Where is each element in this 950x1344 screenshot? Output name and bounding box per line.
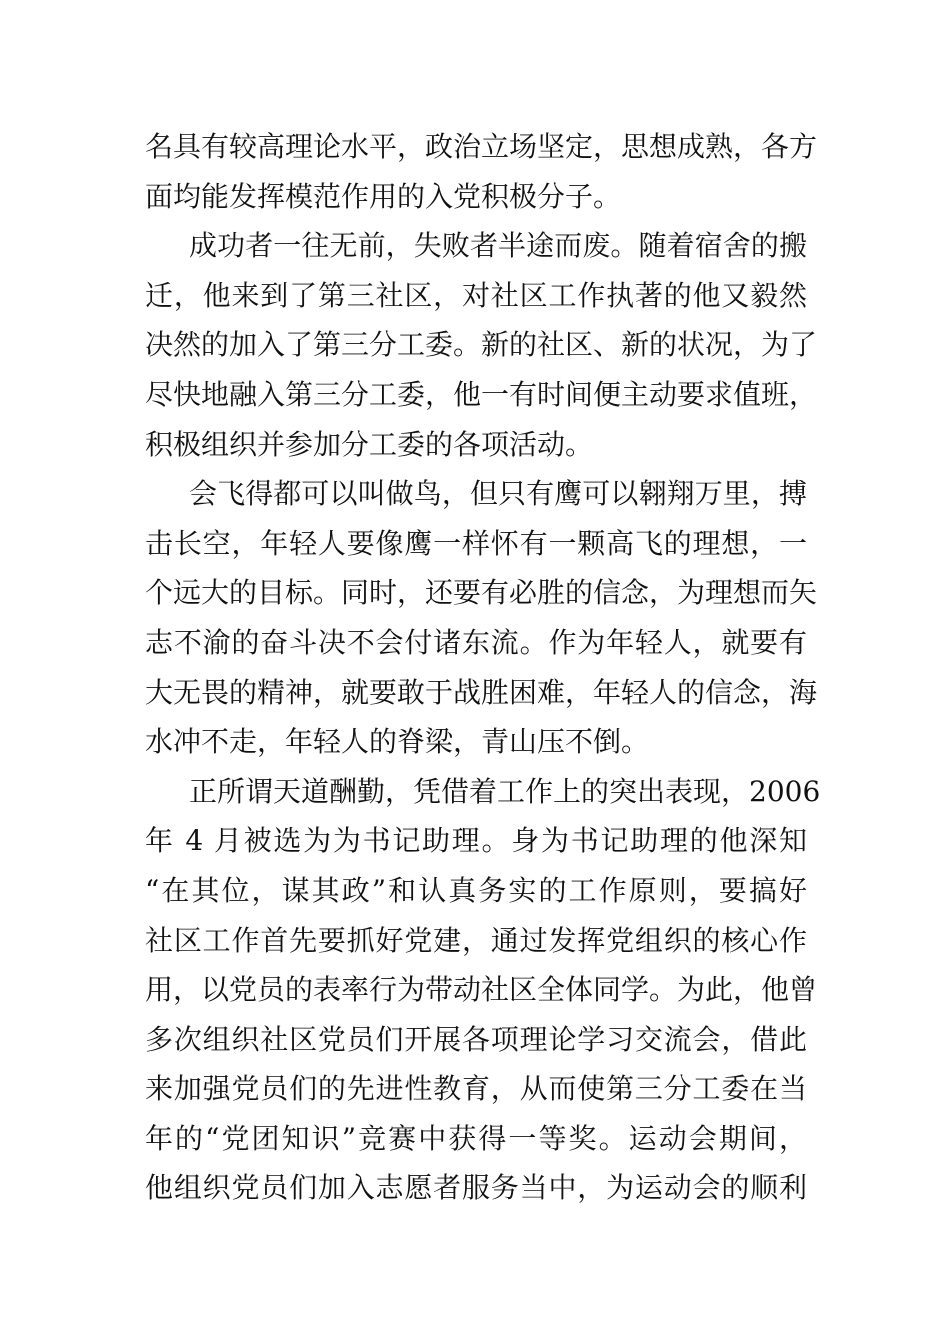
paragraph-2 [145, 221, 818, 469]
text-line: 大无畏的精神，就要敢于战胜困难，年轻人的信念，海 [145, 675, 818, 709]
text-line: 个远大的目标。同时，还要有必胜的信念，为理想而矢 [145, 576, 818, 610]
text-line: 用，以党员的表率行为带动社区全体同学。为此，他曾 [145, 973, 818, 1007]
text-line: 决然的加入了第三分工委。新的社区、新的状况，为了 [145, 328, 818, 362]
text-line: 来加强党员们的先进性教育，从而使第三分工委在当 [145, 1072, 807, 1106]
paragraph-4 [145, 767, 821, 1213]
text-line: 年的“党团知识”竞赛中获得一等奖。运动会期间， [145, 1121, 807, 1155]
text-line: 击长空，年轻人要像鹰一样怀有一颗高飞的理想，一 [145, 526, 807, 560]
text-line: 多次组织社区党员们开展各项理论学习交流会，借此 [145, 1022, 807, 1056]
body-text [145, 122, 821, 1213]
text-line: 名具有较高理论水平，政治立场坚定，思想成熟，各方 [145, 130, 818, 163]
text-line: 他组织党员们加入志愿者服务当中，为运动会的顺利 [145, 1171, 807, 1205]
text-line: 面均能发挥模范作用的入党积极分子。 [145, 179, 622, 213]
text-line: 积极组织并参加分工委的各项活动。 [145, 427, 594, 461]
text-line: 迁，他来到了第三社区，对社区工作执著的他又毅然 [145, 278, 807, 312]
text-line: 成功者一往无前，失败者半途而废。随着宿舍的搬 [189, 229, 807, 263]
text-line: 尽快地融入第三分工委，他一有时间便主动要求值班， [145, 377, 818, 411]
text-line: “在其位，谋其政”和认真务实的工作原则，要搞好 [145, 873, 807, 907]
text-line: 年 4 月被选为为书记助理。身为书记助理的他深知 [145, 824, 807, 858]
text-line: 会飞得都可以叫做鸟，但只有鹰可以翱翔万里，搏 [189, 477, 807, 511]
text-line: 社区工作首先要抓好党建，通过发挥党组织的核心作 [145, 923, 807, 957]
text-line: 志不渝的奋斗决不会付诸东流。作为年轻人，就要有 [145, 625, 807, 659]
text-line: 水冲不走，年轻人的脊梁，青山压不倒。 [145, 725, 650, 759]
paragraph-3 [145, 469, 818, 767]
text-line: 正所谓天道酬勤，凭借着工作上的突出表现，2006 [189, 774, 821, 808]
paragraph-1 [145, 122, 818, 221]
